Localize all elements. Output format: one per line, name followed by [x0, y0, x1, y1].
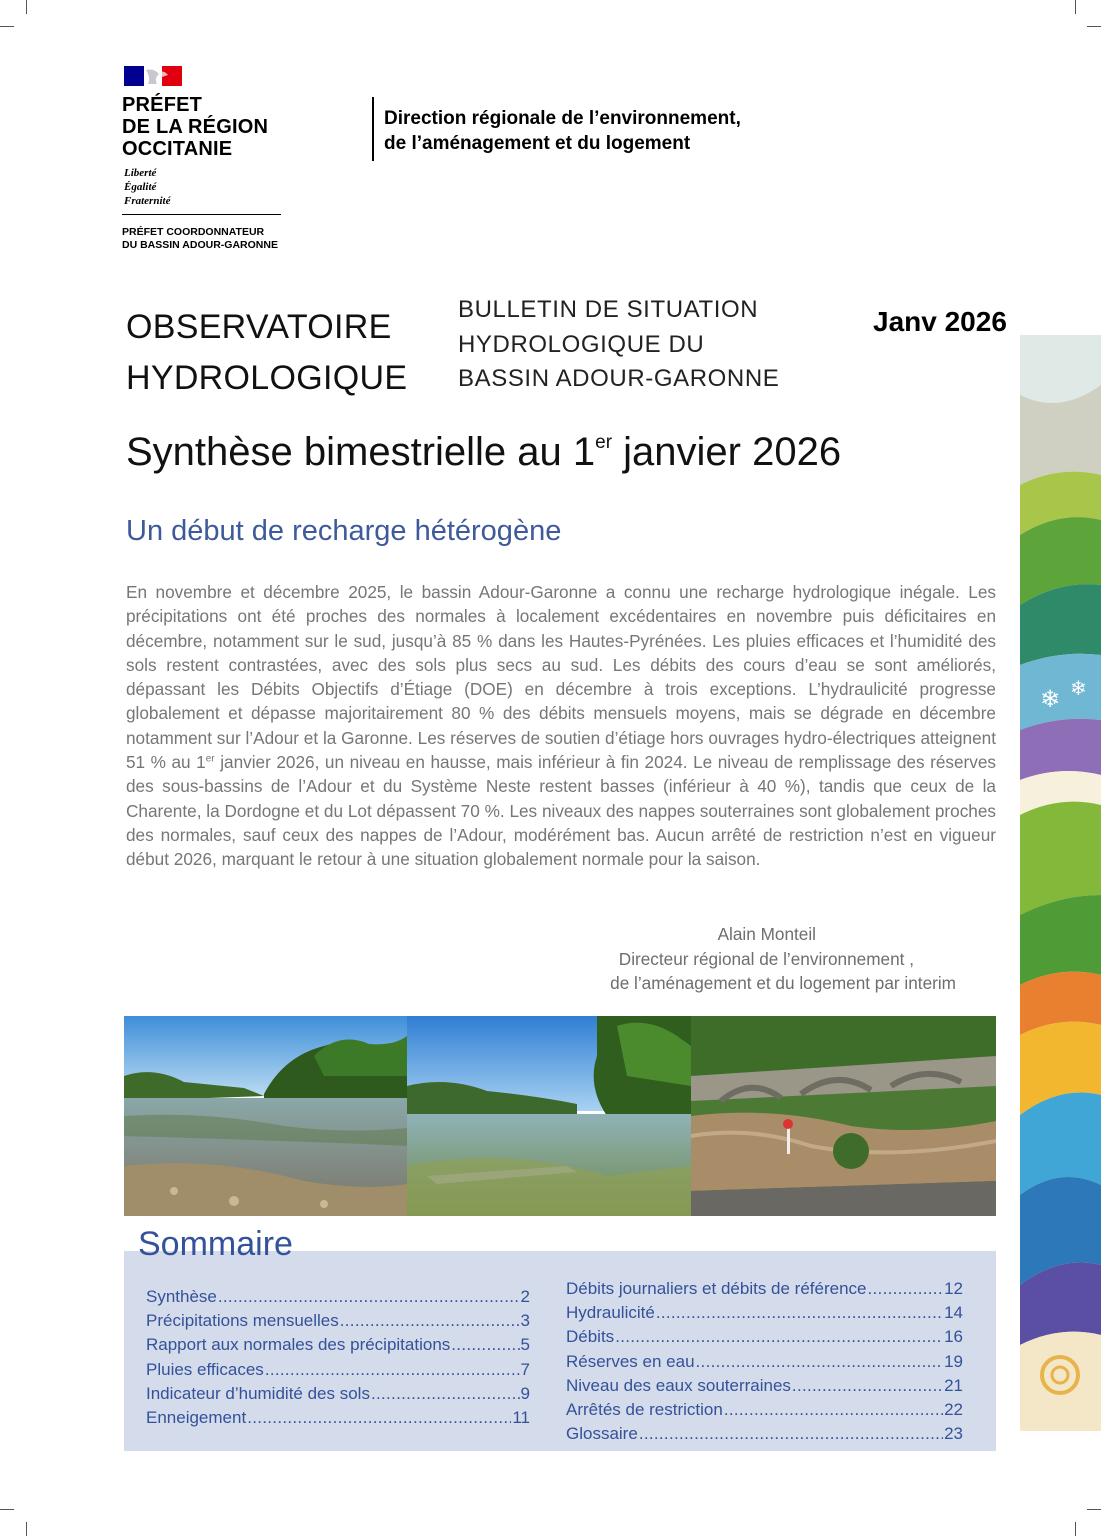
synthese-sup: er: [595, 432, 613, 453]
toc-page: 2: [520, 1287, 530, 1306]
bulletin-line: BASSIN ADOUR-GARONNE: [458, 365, 780, 392]
motto-line: Égalité: [124, 181, 157, 193]
river-flood-bridge-photo: [691, 1016, 996, 1216]
toc-leader: [639, 1422, 943, 1446]
toc-leader: [451, 1333, 519, 1357]
signature-title: de l’aménagement et du logement par interim: [610, 973, 956, 993]
toc-item[interactable]: [146, 1309, 530, 1333]
toc-label: Arrêtés de restriction: [566, 1400, 723, 1420]
toc-page: 3: [520, 1311, 530, 1331]
issue-date: Janv 2026: [873, 306, 1007, 337]
toc-page: 14: [944, 1303, 963, 1323]
toc-leader: [265, 1358, 520, 1382]
crop-mark: [1075, 0, 1076, 14]
toc-label: Synthèse: [146, 1287, 217, 1306]
bulletin-line: BULLETIN DE SITUATION: [458, 296, 759, 323]
motto-line: Fraternité: [124, 195, 171, 207]
crop-mark: [1087, 1509, 1101, 1510]
synthese-heading: [126, 424, 841, 480]
toc-leader: [724, 1398, 943, 1422]
bulletin-title: [458, 293, 779, 397]
crop-mark: [1075, 1522, 1076, 1536]
observatoire-title: [126, 302, 407, 404]
observatoire-line: OBSERVATOIRE: [126, 308, 392, 346]
river-clear-water-photo: [407, 1016, 691, 1216]
vertical-divider: [372, 97, 374, 161]
signature-title: Directeur régional de l’environnement ,: [618, 948, 914, 969]
toc-label: Hydraulicité: [566, 1303, 655, 1323]
toc-item[interactable]: [566, 1422, 963, 1446]
toc-page: 19: [944, 1351, 963, 1371]
river-low-water-photo: [124, 1016, 407, 1216]
toc-label: Débits journaliers et débits de référence: [566, 1279, 867, 1298]
motto-line: Liberté: [124, 167, 157, 179]
toc-right-column: [566, 1277, 963, 1446]
intro-text: janvier 2026, un niveau en hausse, mais inférieur à fin 2024. Le niveau de remplissage des réserves des sous-bassins de l’Adour et du Système Neste restent basses (inférieur à 40 %), tandis que ceux de la Charente, la Dordogne et du Lot dépassent 70 %. Les niveaux des nappes souterraines sont globalement proches des normales, sauf ceux des nappes de l’Adour, modérément bas. Aucun arrêté de restriction n’est en vigueur début 2026, marquant le retour à une situation globalement normale pour la saison.: [126, 752, 996, 870]
toc-leader: [218, 1285, 520, 1309]
toc-page: 23: [944, 1424, 963, 1444]
toc-label: Indicateur d’humidité des sols: [146, 1383, 370, 1403]
toc-leader: [696, 1350, 944, 1374]
toc-leader: [792, 1374, 943, 1398]
toc-item[interactable]: [146, 1406, 530, 1430]
photo-strip: [124, 1016, 996, 1216]
toc-leader: [340, 1309, 520, 1333]
toc-label: Débits: [566, 1327, 615, 1347]
toc-page: 12: [944, 1279, 963, 1298]
prefet-line: DE LA RÉGION: [122, 116, 269, 138]
toc-page: 16: [944, 1327, 963, 1347]
toc-label: Rapport aux normales des précipitations: [146, 1335, 451, 1355]
coordinator-label: [122, 226, 278, 252]
prefet-line: PRÉFET: [122, 94, 203, 116]
bulletin-line: HYDROLOGIQUE DU: [458, 330, 705, 358]
decorative-landscape-band: [1020, 335, 1101, 1431]
toc-item[interactable]: [566, 1301, 963, 1325]
divider: [122, 214, 281, 215]
toc-page: 9: [520, 1383, 530, 1403]
crop-mark: [1087, 26, 1101, 27]
republic-motto: [124, 166, 170, 208]
toc-label: Précipitations mensuelles: [146, 1311, 339, 1331]
crop-mark: [26, 1522, 27, 1536]
toc-leader: [656, 1301, 943, 1325]
crop-mark: [0, 26, 14, 27]
toc-left-column: [146, 1285, 530, 1430]
toc-label: Réserves en eau: [566, 1351, 695, 1371]
toc-label: Pluies efficaces: [146, 1359, 264, 1379]
svg-text:❄: ❄: [1070, 676, 1087, 700]
crop-mark: [26, 0, 27, 14]
toc-item[interactable]: [146, 1285, 530, 1309]
toc-label: Niveau des eaux souterraines: [566, 1375, 791, 1395]
section-subtitle: Un début de recharge hétérogène: [126, 515, 562, 547]
marianne-logo-icon: [124, 66, 182, 86]
intro-text: En novembre et décembre 2025, le bassin Adour-Garonne a connu une recharge hydrologique inégale. Les précipitations ont été proches des normales à localement excédentaires en novembre puis déficitaires en décembre, notamment sur le sud, jusqu’à 85 % dans les Hautes-Pyrénées. Les pluies efficaces et l’humidité des sols restent contrastées, avec des sols plus secs au sud. Les débits des cours d’eau se sont améliorés, dépassant les Débits Objectifs d’Étiage (DOE) en décembre à trois exceptions. L’hydraulicité progresse globalement et dépasse majoritairement 80 % des débits mensuels moyens, mais se dégrade en décembre notamment sur l’Adour et la Garonne. Les réserves de soutien d’étiage hors ouvrages hydro-électriques atteignent 51 % au 1: [126, 582, 996, 773]
toc-item[interactable]: [146, 1382, 530, 1406]
intro-paragraph: [126, 580, 996, 872]
dreal-line: Direction régionale de l’environnement,: [384, 108, 741, 129]
intro-sup: er: [205, 753, 215, 765]
dreal-line: de l’aménagement et du logement: [384, 133, 691, 154]
coordinator-line: PRÉFET COORDONNATEUR: [122, 226, 265, 238]
toc-item[interactable]: [566, 1398, 963, 1422]
toc-item[interactable]: [566, 1325, 963, 1349]
prefet-block: [122, 94, 268, 160]
toc-item[interactable]: [566, 1277, 963, 1301]
toc-page: 21: [944, 1375, 963, 1395]
toc-page: 22: [944, 1400, 963, 1420]
toc-leader: [247, 1406, 511, 1430]
observatoire-line: HYDROLOGIQUE: [126, 359, 408, 397]
dreal-name: [384, 106, 741, 156]
toc-leader: [371, 1382, 520, 1406]
signature-name: Alain Monteil: [717, 924, 816, 944]
toc-item[interactable]: [566, 1374, 963, 1398]
toc-label: Enneigement: [146, 1408, 247, 1428]
prefet-line: OCCITANIE: [122, 138, 233, 160]
sommaire-title: Sommaire: [138, 1225, 293, 1263]
toc-page: 5: [520, 1335, 530, 1355]
signature-block: [610, 922, 976, 996]
toc-item[interactable]: [146, 1358, 530, 1382]
crop-mark: [0, 1509, 14, 1510]
synthese-suffix: janvier 2026: [612, 430, 842, 474]
toc-item[interactable]: [146, 1333, 530, 1357]
toc-leader: [615, 1325, 943, 1349]
toc-page: 11: [512, 1408, 530, 1428]
svg-text:❄: ❄: [1040, 685, 1061, 713]
synthese-prefix: Synthèse bimestrielle au 1: [126, 430, 596, 474]
toc-leader: [868, 1277, 944, 1301]
coordinator-line: DU BASSIN ADOUR-GARONNE: [122, 239, 278, 251]
toc-item[interactable]: [566, 1350, 963, 1374]
toc-page: 7: [520, 1359, 530, 1379]
toc-label: Glossaire: [566, 1424, 638, 1444]
